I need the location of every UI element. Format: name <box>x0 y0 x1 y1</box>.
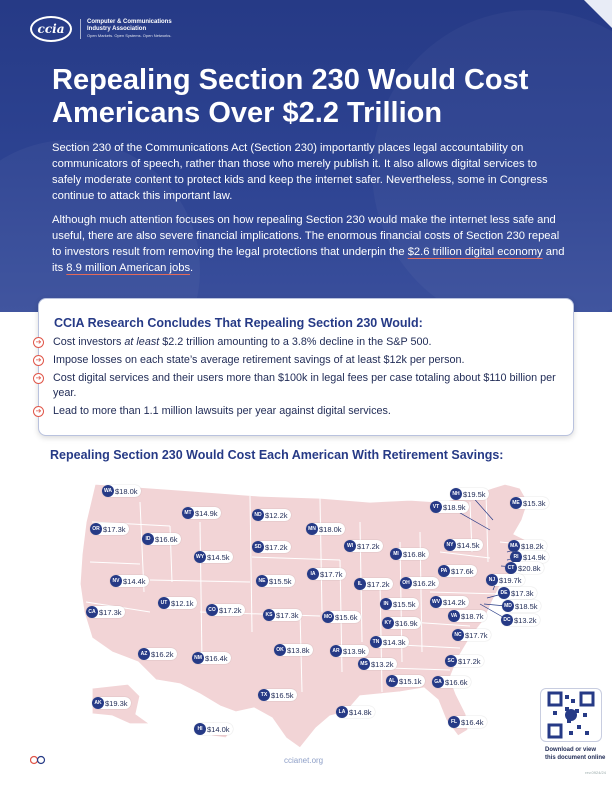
state-abbr-badge: CT <box>505 562 517 574</box>
state-abbr-badge: NH <box>450 488 462 500</box>
state-value: $17.7k <box>320 569 343 579</box>
state-abbr-badge: WY <box>194 551 206 563</box>
item-text: Cost digital services and their users more than $100k in legal fees per case totaling about $110 billion per year. <box>53 372 556 399</box>
state-label-ks <box>263 609 302 621</box>
para2-text-a: Although much attention focuses on how repealing Section 230 would make the internet less safe and useful, there are also severe financial implications. The enormous financial costs of Section 230 repeal to investors result from removing the legal protections that underpin the <box>52 214 560 258</box>
list-item <box>35 353 569 368</box>
qr-caption: Download or view this document online <box>545 747 606 761</box>
state-abbr-badge: HI <box>194 723 206 735</box>
map-title: Repealing Section 230 Would Cost Each American With Retirement Savings: <box>50 448 504 462</box>
state-abbr-badge: NV <box>110 575 122 587</box>
state-value: $16.2k <box>151 649 174 659</box>
state-value: $15.5k <box>393 599 416 609</box>
state-label-pa <box>438 565 477 577</box>
state-label-mi <box>390 548 429 560</box>
state-value: $15.1k <box>399 676 422 686</box>
para2-text-c: . <box>190 262 194 274</box>
state-abbr-badge: CA <box>86 606 98 618</box>
state-abbr-badge: WA <box>102 485 114 497</box>
state-label-tn <box>370 636 409 648</box>
page-corner-fold <box>584 0 612 28</box>
state-value: $13.9k <box>343 646 366 656</box>
state-abbr-badge: ND <box>252 509 264 521</box>
research-list <box>35 335 569 422</box>
state-value: $17.2k <box>367 579 390 589</box>
state-abbr-badge: MI <box>390 548 402 560</box>
state-value: $12.1k <box>171 598 194 608</box>
state-label-or <box>90 523 129 535</box>
state-label-nm <box>192 652 231 664</box>
state-value: $16.2k <box>413 578 436 588</box>
state-value: $17.7k <box>465 630 488 640</box>
state-value: $16.8k <box>403 549 426 559</box>
logo-line2: Industry Association <box>87 26 147 32</box>
state-value: $14.3k <box>383 637 406 647</box>
qr-code-icon <box>547 691 595 739</box>
state-value: $14.8k <box>349 707 372 717</box>
state-value: $19.3k <box>105 698 128 708</box>
footer-url[interactable]: ccianet.org <box>284 756 324 765</box>
state-abbr-badge: CO <box>206 604 218 616</box>
state-label-vt <box>430 501 469 513</box>
state-value: $17.3k <box>103 524 126 534</box>
state-label-ne <box>256 575 295 587</box>
state-abbr-badge: NJ <box>486 574 498 586</box>
state-abbr-badge: SC <box>445 655 457 667</box>
page-title: Repealing Section 230 Would Cost Americans Over $2.2 Trillion <box>52 64 529 129</box>
state-abbr-badge: OK <box>274 644 286 656</box>
state-abbr-badge: NC <box>452 629 464 641</box>
state-abbr-badge: ME <box>510 497 522 509</box>
state-label-wi <box>344 540 383 552</box>
state-value: $19.7k <box>499 575 522 585</box>
state-label-dc <box>501 614 540 626</box>
state-value: $16.4k <box>205 653 228 663</box>
state-label-id <box>142 533 181 545</box>
state-label-de <box>498 587 537 599</box>
state-abbr-badge: VT <box>430 501 442 513</box>
state-label-md <box>502 600 541 612</box>
state-abbr-badge: MS <box>358 658 370 670</box>
state-abbr-badge: AL <box>386 675 398 687</box>
state-label-nv <box>110 575 149 587</box>
item-text: Impose losses on each state’s average retirement savings of at least $12k per person. <box>53 354 465 366</box>
state-value: $17.2k <box>458 656 481 666</box>
arrow-right-icon: ➔ <box>33 373 44 384</box>
state-label-ny <box>444 539 483 551</box>
state-label-ga <box>432 676 471 688</box>
state-abbr-badge: UT <box>158 597 170 609</box>
state-value: $17.2k <box>357 541 380 551</box>
state-abbr-badge: RI <box>510 551 522 563</box>
state-label-az <box>138 648 177 660</box>
state-label-la <box>336 706 375 718</box>
state-value: $18.2k <box>521 541 544 551</box>
state-label-me <box>510 497 549 509</box>
state-abbr-badge: DE <box>498 587 510 599</box>
state-label-ct <box>505 562 544 574</box>
state-value: $13.8k <box>287 645 310 655</box>
state-abbr-badge: MA <box>508 540 520 552</box>
logo-text <box>80 19 172 39</box>
state-value: $13.2k <box>514 615 537 625</box>
state-value: $17.2k <box>265 542 288 552</box>
state-value: $17.3k <box>276 610 299 620</box>
state-label-mo <box>322 611 361 623</box>
state-abbr-badge: TX <box>258 689 270 701</box>
state-abbr-badge: KS <box>263 609 275 621</box>
state-abbr-badge: IL <box>354 578 366 590</box>
state-abbr-badge: WV <box>430 596 442 608</box>
state-label-in <box>380 598 419 610</box>
state-value: $16.6k <box>445 677 468 687</box>
state-label-nc <box>452 629 491 641</box>
state-value: $16.5k <box>271 690 294 700</box>
state-abbr-badge: AR <box>330 645 342 657</box>
state-value: $14.9k <box>195 508 218 518</box>
state-label-fl <box>448 716 487 728</box>
state-abbr-badge: IA <box>307 568 319 580</box>
state-abbr-badge: OH <box>400 577 412 589</box>
state-label-nj <box>486 574 525 586</box>
state-abbr-badge: MN <box>306 523 318 535</box>
state-label-sc <box>445 655 484 667</box>
intro-paragraph: Section 230 of the Communications Act (Section 230) importantly places legal accountability on communicators of speech, rather than those who merely publish it. It also allows digital services to safely moderate content to protect kids and keep the internet safer. Nevertheless, some in Congress continue to attack this important law. <box>52 142 548 202</box>
state-abbr-badge: AZ <box>138 648 150 660</box>
state-label-va <box>448 610 487 622</box>
logo-tagline: Open Markets. Open Systems. Open Networks. <box>87 33 172 38</box>
logo-mark: ccia <box>30 16 72 42</box>
state-value: $14.5k <box>207 552 230 562</box>
item-text: Cost investors <box>53 336 125 348</box>
state-abbr-badge: FL <box>448 716 460 728</box>
state-value: $18.5k <box>515 601 538 611</box>
state-abbr-badge: ID <box>142 533 154 545</box>
state-label-hi <box>194 723 233 735</box>
state-abbr-badge: VA <box>448 610 460 622</box>
state-value: $15.5k <box>269 576 292 586</box>
state-value: $18.7k <box>461 611 484 621</box>
arrow-right-icon: ➔ <box>33 355 44 366</box>
state-abbr-badge: NM <box>192 652 204 664</box>
state-abbr-badge: OR <box>90 523 102 535</box>
list-item <box>35 404 569 419</box>
state-label-sd <box>252 541 291 553</box>
digital-economy-link[interactable]: $2.6 trillion digital economy <box>407 246 543 258</box>
state-label-ky <box>382 617 421 629</box>
state-abbr-badge: IN <box>380 598 392 610</box>
arrow-right-icon: ➔ <box>33 337 44 348</box>
state-value: $18.0k <box>319 524 342 534</box>
state-value: $14.2k <box>443 597 466 607</box>
state-label-co <box>206 604 245 616</box>
state-value: $17.2k <box>219 605 242 615</box>
state-label-tx <box>258 689 297 701</box>
state-label-wy <box>194 551 233 563</box>
item-text-rest: $2.2 trillion amounting to a 3.8% decline in the S&P 500. <box>159 336 432 348</box>
state-abbr-badge: MD <box>502 600 514 612</box>
state-abbr-badge: KY <box>382 617 394 629</box>
state-value: $12.2k <box>265 510 288 520</box>
state-value: $16.9k <box>395 618 418 628</box>
state-value: $14.4k <box>123 576 146 586</box>
state-label-nd <box>252 509 291 521</box>
state-label-il <box>354 578 393 590</box>
state-label-ca <box>86 606 125 618</box>
american-jobs-link[interactable]: 8.9 million American jobs <box>66 262 191 274</box>
state-value: $15.3k <box>523 498 546 508</box>
list-item <box>35 335 569 350</box>
state-value: $18.9k <box>443 502 466 512</box>
state-value: $14.9k <box>523 552 546 562</box>
state-abbr-badge: MO <box>322 611 334 623</box>
state-label-mt <box>182 507 221 519</box>
state-label-oh <box>400 577 439 589</box>
item-emphasis: at least <box>124 336 160 348</box>
state-label-wv <box>430 596 469 608</box>
state-label-nh <box>450 488 489 500</box>
research-box <box>35 298 574 436</box>
state-label-ms <box>358 658 397 670</box>
state-label-ia <box>307 568 346 580</box>
state-value: $17.3k <box>511 588 534 598</box>
state-abbr-badge: LA <box>336 706 348 718</box>
logo-line1: Computer & Communications <box>87 19 172 25</box>
hero-banner <box>0 0 612 312</box>
state-label-al <box>386 675 425 687</box>
state-value: $15.6k <box>335 612 358 622</box>
state-abbr-badge: NY <box>444 539 456 551</box>
state-value: $16.6k <box>155 534 178 544</box>
research-heading: CCIA Research Concludes That Repealing Section 230 Would: <box>54 316 423 330</box>
state-abbr-badge: SD <box>252 541 264 553</box>
state-value: $14.5k <box>457 540 480 550</box>
state-value: $17.6k <box>451 566 474 576</box>
revision-note: rev.0924/24 <box>585 770 606 775</box>
state-abbr-badge: AK <box>92 697 104 709</box>
state-abbr-badge: PA <box>438 565 450 577</box>
state-abbr-badge: MT <box>182 507 194 519</box>
list-item <box>35 371 569 401</box>
state-abbr-badge: WI <box>344 540 356 552</box>
state-value: $19.5k <box>463 489 486 499</box>
state-value: $17.3k <box>99 607 122 617</box>
item-text: Lead to more than 1.1 million lawsuits per year against digital services. <box>53 405 391 417</box>
ccia-small-logo-icon <box>30 755 46 765</box>
state-abbr-badge: TN <box>370 636 382 648</box>
state-abbr-badge: DC <box>501 614 513 626</box>
state-value: $13.2k <box>371 659 394 669</box>
state-label-ok <box>274 644 313 656</box>
state-abbr-badge: GA <box>432 676 444 688</box>
state-value: $14.0k <box>207 724 230 734</box>
state-label-ar <box>330 645 369 657</box>
financial-paragraph <box>52 212 567 276</box>
ccia-logo <box>30 16 172 42</box>
state-label-wa <box>102 485 141 497</box>
state-value: $16.4k <box>461 717 484 727</box>
state-label-ut <box>158 597 197 609</box>
state-value: $18.0k <box>115 486 138 496</box>
para2-text-b: and its <box>52 246 565 274</box>
state-label-mn <box>306 523 345 535</box>
state-value: $20.8k <box>518 563 541 573</box>
arrow-right-icon: ➔ <box>33 406 44 417</box>
qr-code[interactable] <box>540 688 602 742</box>
state-abbr-badge: NE <box>256 575 268 587</box>
state-label-ak <box>92 697 131 709</box>
